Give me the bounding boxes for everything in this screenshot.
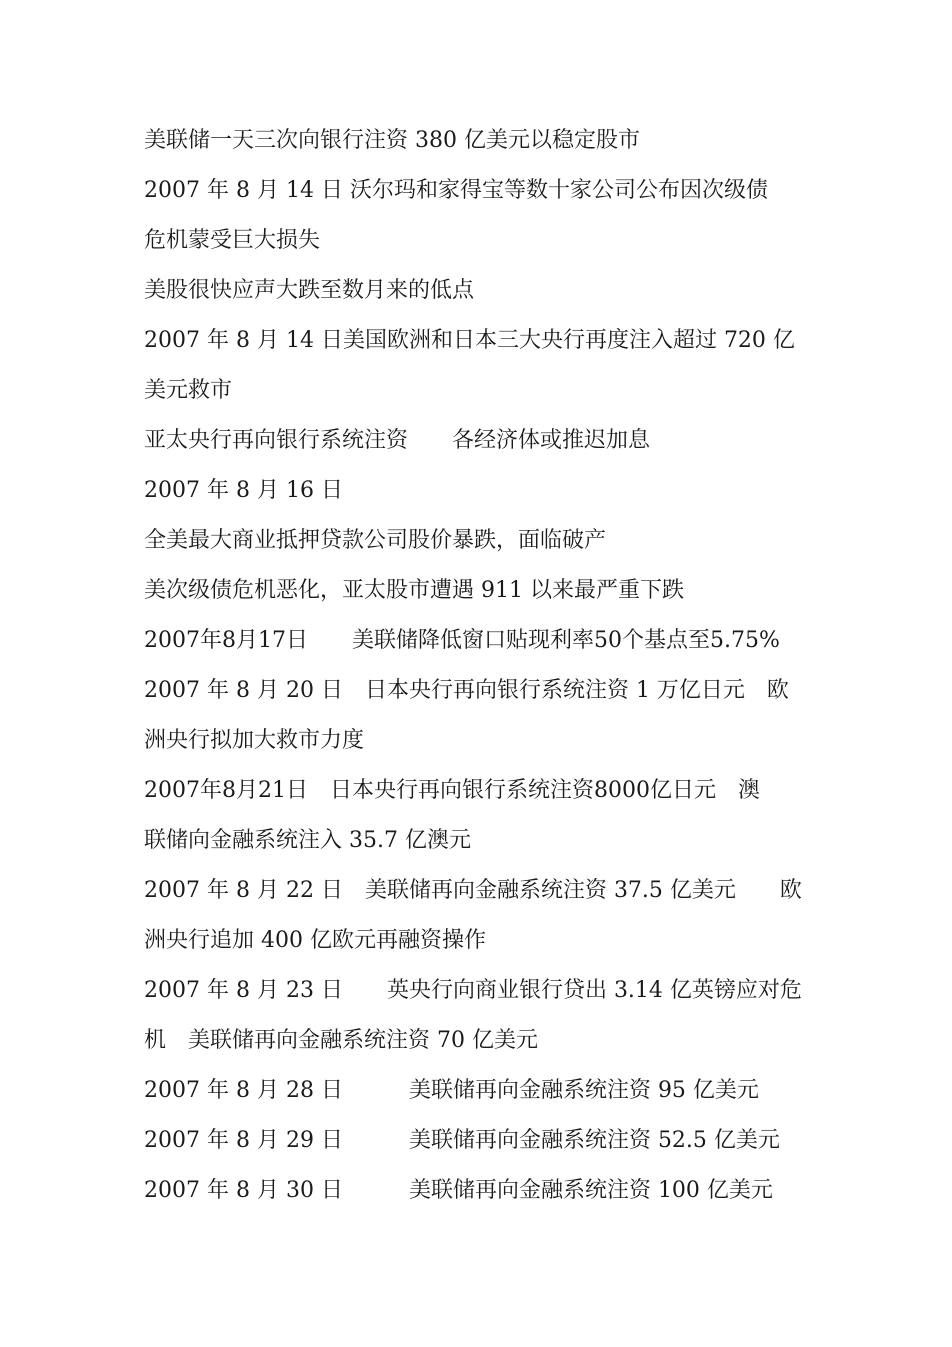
text-line: 美联储一天三次向银行注资 380 亿美元以稳定股市 (144, 128, 640, 153)
text-line: 洲央行追加 400 亿欧元再融资操作 (144, 928, 486, 953)
text-line: 2007 年 8 月 20 日 日本央行再向银行系统注资 1 万亿日元 欧 (144, 678, 789, 703)
text-line: 洲央行拟加大救市力度 (144, 728, 365, 753)
text-line: 美股很快应声大跌至数月来的低点 (144, 278, 475, 303)
text-line: 2007 年 8 月 28 日 美联储再向金融系统注资 95 亿美元 (144, 1078, 759, 1103)
text-line: 全美最大商业抵押贷款公司股价暴跌，面临破产 (144, 528, 607, 553)
text-line: 联储向金融系统注入 35.7 亿澳元 (144, 828, 471, 853)
text-line: 机 美联储再向金融系统注资 70 亿美元 (144, 1028, 538, 1053)
text-line: 2007年8月17日 美联储降低窗口贴现利率50个基点至5.75% (144, 628, 780, 653)
text-line: 危机蒙受巨大损失 (144, 228, 321, 253)
text-line: 2007 年 8 月 29 日 美联储再向金融系统注资 52.5 亿美元 (144, 1128, 780, 1153)
text-line: 2007 年 8 月 14 日美国欧洲和日本三大央行再度注入超过 720 亿 (144, 328, 795, 353)
text-line: 2007 年 8 月 30 日 美联储再向金融系统注资 100 亿美元 (144, 1178, 773, 1203)
text-line: 美次级债危机恶化，亚太股市遭遇 911 以来最严重下跌 (144, 578, 684, 603)
timeline-text-block (144, 116, 824, 1216)
text-line: 亚太央行再向银行系统注资 各经济体或推迟加息 (144, 428, 651, 453)
text-line: 2007年8月21日 日本央行再向银行系统注资8000亿日元 澳 (144, 778, 760, 803)
text-line: 2007 年 8 月 14 日 沃尔玛和家得宝等数十家公司公布因次级债 (144, 178, 768, 203)
text-line: 美元救市 (144, 378, 233, 403)
text-line: 2007 年 8 月 22 日 美联储再向金融系统注资 37.5 亿美元 欧 (144, 878, 802, 903)
text-line: 2007 年 8 月 16 日 (144, 478, 343, 503)
text-line: 2007 年 8 月 23 日 英央行向商业银行贷出 3.14 亿英镑应对危 (144, 978, 802, 1003)
